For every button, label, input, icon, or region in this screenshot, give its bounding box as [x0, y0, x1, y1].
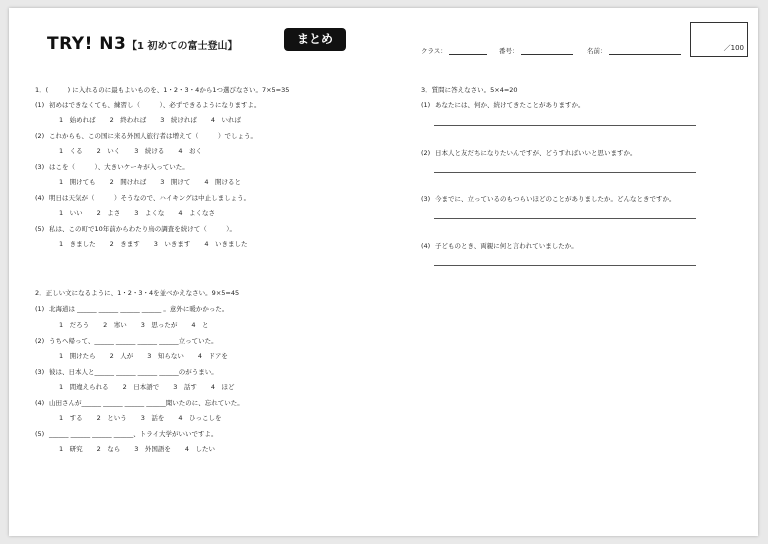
choice-option: 3 続ける: [134, 147, 165, 155]
s1-q2-choices: [59, 146, 216, 155]
number-label: 番号：: [499, 47, 519, 55]
class-label: クラス：: [421, 47, 447, 55]
choice-option: 4 開けると: [204, 178, 242, 186]
choice-option: 4 ひっこしを: [178, 414, 222, 422]
s3-q3: (3) 今までに、立っているのもつらいほどのことがありましたか。どんなときですか。: [421, 195, 676, 203]
choice-option: 3 外国語を: [134, 445, 171, 453]
number-field[interactable]: [499, 46, 573, 55]
choice-option: 1 する: [59, 414, 83, 422]
question-number: (4): [35, 399, 45, 407]
choice-option: 1 だろう: [59, 321, 90, 329]
choice-option: 2 という: [96, 414, 127, 422]
choice-option: 2 なら: [96, 445, 121, 453]
brand-logo: TRY! N3: [47, 34, 127, 54]
s1-q1-choices: [59, 115, 255, 124]
question-number: (5): [35, 225, 45, 233]
summary-badge: まとめ: [284, 28, 346, 51]
class-field[interactable]: [421, 46, 487, 55]
choice-option: 3 知らない: [147, 352, 184, 360]
choice-option: 4 ドアを: [197, 352, 228, 360]
s3-q2-answer-line[interactable]: [434, 172, 696, 173]
choice-option: 2 きます: [109, 240, 140, 248]
choice-option: 3 話す: [173, 383, 197, 391]
s1-q3: (3) はこを（ ）、大きいケーキが入っていた。: [35, 163, 189, 171]
s2-q2-choices: [59, 351, 242, 360]
s2-q5-choices: [59, 444, 229, 453]
choice-option: 3 いきます: [153, 240, 191, 248]
question-number: (2): [421, 149, 431, 157]
question-number: (1): [421, 101, 431, 109]
s2-q1-choices: [59, 320, 223, 329]
choice-option: 1 開けても: [59, 178, 96, 186]
choice-option: 2 人が: [109, 352, 134, 360]
s3-q4-answer-line[interactable]: [434, 265, 696, 266]
s1-q3-choices: [59, 177, 255, 186]
question-number: (4): [35, 194, 45, 202]
s2-q2: (2) うちへ帰って、______ ______ ______ ______立っていた。: [35, 337, 218, 345]
s1-q2: (2) これからも、この国に来る外国人旅行者は増えて（ ）でしょう。: [35, 132, 257, 140]
s1-q5: (5) 私は、この町で10年前からわたり鳥の調査を続けて（ ）。: [35, 225, 237, 233]
choice-option: 1 間違えられる: [59, 383, 109, 391]
s2-q1: (1) 北海道は ______ ______ ______ ______ 。意外に暖かかった。: [35, 305, 229, 313]
question-number: (3): [421, 195, 431, 203]
question-number: (5): [35, 430, 45, 438]
s2-q5: (5) ______ ______ ______ ______、トライ大学がいいですよ。: [35, 430, 218, 438]
s3-q3-answer-line[interactable]: [434, 218, 696, 219]
choice-option: 4 いきました: [204, 240, 248, 248]
s1-q5-choices: [59, 239, 262, 248]
section1-instruction: 1．( ) に入れるのに最もよいものを、1・2・3・4から1つ選びなさい。7×5=35: [35, 86, 290, 94]
name-field[interactable]: [587, 46, 681, 55]
question-number: (2): [35, 132, 45, 140]
s3-q1-answer-line[interactable]: [434, 125, 696, 126]
choice-option: 2 開ければ: [109, 178, 147, 186]
s1-q4-choices: [59, 208, 229, 217]
name-label: 名前：: [587, 47, 607, 55]
choice-option: 1 開けたら: [59, 352, 96, 360]
choice-option: 3 よくな: [134, 209, 165, 217]
question-number: (4): [421, 242, 431, 250]
choice-option: 2 いく: [96, 147, 121, 155]
s2-q4: (4) 山田さんが______ ______ ______ ______聞いたのに、忘れていた。: [35, 399, 244, 407]
choice-option: 4 おく: [178, 147, 203, 155]
lesson-title: 【1 初めての富士登山】: [127, 41, 238, 52]
choice-option: 3 思ったが: [140, 321, 178, 329]
section2-instruction: 2．正しい文になるように、1・2・3・4を並べかえなさい。9×5=45: [35, 289, 240, 297]
choice-option: 4 いれば: [210, 116, 242, 124]
choice-option: 1 研究: [59, 445, 83, 453]
s3-q1: (1) あなたには、何か、続けてきたことがありますか。: [421, 101, 585, 109]
s2-q3-choices: [59, 382, 249, 391]
choice-option: 1 きました: [59, 240, 96, 248]
choice-option: 2 寒い: [103, 321, 127, 329]
question-number: (1): [35, 101, 45, 109]
choice-option: 2 日本語で: [122, 383, 160, 391]
s1-q1: (1) 初めはできなくても、練習し（ ）、必ずできるようになりますよ。: [35, 101, 261, 109]
score-box[interactable]: [690, 22, 748, 57]
s3-q4: (4) 子どものとき、両親に何と言われていましたか。: [421, 242, 578, 250]
question-number: (1): [35, 305, 45, 313]
choice-option: 3 開けて: [160, 178, 191, 186]
question-number: (2): [35, 337, 45, 345]
choice-option: 2 終われば: [109, 116, 147, 124]
question-number: (3): [35, 368, 45, 376]
choice-option: 4 ほど: [210, 383, 235, 391]
section3-instruction: 3．質問に答えなさい。5×4=20: [421, 86, 518, 94]
choice-option: 4 よくなさ: [178, 209, 216, 217]
choice-option: 4 したい: [184, 445, 216, 453]
s2-q3: (3) 彼は、日本人と______ ______ ______ ______のがうまい。: [35, 368, 218, 376]
score-total: ／100: [723, 44, 744, 52]
choice-option: 3 続ければ: [160, 116, 197, 124]
choice-option: 1 始めれば: [59, 116, 96, 124]
choice-option: 2 よさ: [96, 209, 121, 217]
question-number: (3): [35, 163, 45, 171]
s3-q2: (2) 日本人と友だちになりたいんですが、どうすればいいと思いますか。: [421, 149, 637, 157]
choice-option: 4 と: [191, 321, 209, 329]
choice-option: 1 くる: [59, 147, 83, 155]
s2-q4-choices: [59, 413, 236, 422]
worksheet: [9, 8, 758, 536]
s1-q4: (4) 明日は天気が（ ）そうなので、ハイキングは中止しましょう。: [35, 194, 251, 202]
choice-option: 1 いい: [59, 209, 83, 217]
choice-option: 3 話を: [140, 414, 165, 422]
